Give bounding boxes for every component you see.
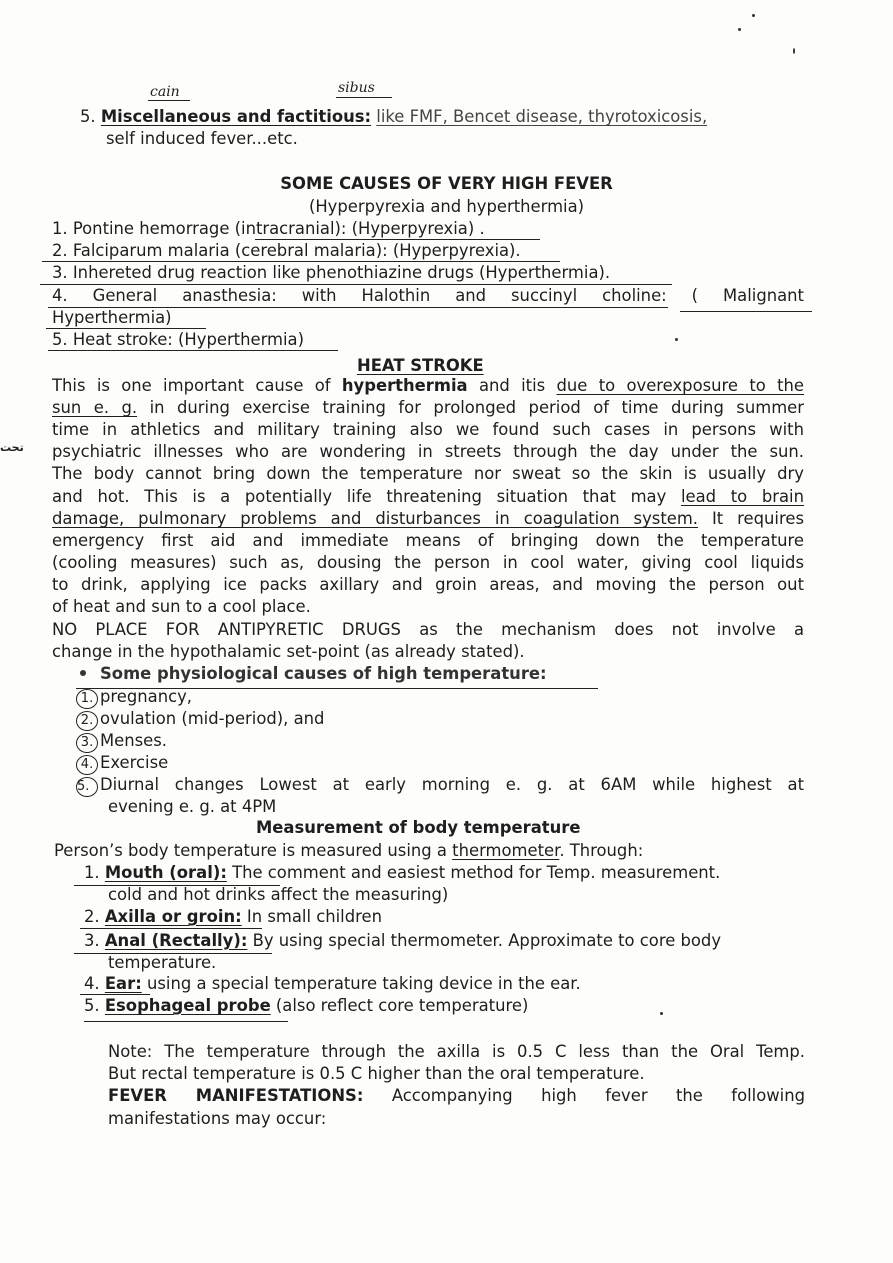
circled-number-icon: 2. [76,711,98,731]
note-line-2: But rectal temperature is 0.5 C higher than the oral temperature. [108,1064,645,1083]
measurement-intro: Person’s body temperature is measured using a thermometer. Through: [54,841,644,860]
heat-stroke-line-13: change in the hypothalamic set-point (as already stated). [52,642,525,661]
circled-number-icon: 4. [76,755,98,775]
physio-item-4: 4. Exercise [76,752,168,775]
measure-item-3-continuation: temperature. [108,953,217,972]
very-high-fever-subtitle: (Hyperpyrexia and hyperthermia) [308,197,585,216]
handwritten-note-left: cain [150,84,180,100]
scan-speck [660,1012,663,1015]
cause-item-5: 5. Heat stroke: (Hyperthermia) [52,330,304,349]
cause-item-4-continuation: Hyperthermia) [52,308,172,327]
fever-manifestations: FEVER MANIFESTATIONS: Accompanying high fever the following [108,1086,805,1105]
cause-item-2: 2. Falciparum malaria (cerebral malaria): (Hyperpyrexia). [52,241,521,260]
underline [80,928,262,929]
circled-number-icon: 5. [76,777,98,797]
measure-item-4: 4. Ear: using a special temperature taking device in the ear. [84,974,581,993]
physio-item-5-continuation: evening e. g. at 4PM [108,797,277,816]
cause-item-4: 4. General anasthesia: with Halothin and succinyl choline: ( Malignant [52,286,804,305]
heat-stroke-line-11: of heat and sun to a cool place. [52,597,311,616]
fever-manifestations-label: FEVER MANIFESTATIONS: [108,1086,364,1105]
heat-stroke-line-9: (cooling measures) such as, dousing the person in cool water, giving cool liquids [52,553,804,572]
physio-item-5: 5. Diurnal changes Lowest at early morning e. g. at 6AM while highest at [76,774,804,797]
scan-speck [675,338,678,341]
underline [84,1021,288,1022]
very-high-fever-title: SOME CAUSES OF VERY HIGH FEVER [280,174,613,193]
misc-line [80,106,805,128]
heat-stroke-title: HEAT STROKE [357,356,484,375]
heat-stroke-line-3: time in athletics and military training also we found such cases in persons with [52,420,804,439]
handwritten-underline [336,97,392,98]
heat-stroke-line-6: and hot. This is a potentially life threatening situation that may lead to brain [52,487,805,506]
measure-item-1: 1. Mouth (oral): The comment and easiest method for Temp. measurement. [84,863,721,882]
circled-number-icon: 1. [76,689,98,709]
misc-number: 5. [80,107,96,126]
cause-item-1: 1. Pontine hemorrage (intracranial): (Hyperpyrexia) . [52,219,485,238]
fever-manifestations-continuation: manifestations may occur: [108,1109,327,1128]
misc-continuation: self induced fever...etc. [106,129,298,148]
cause-item-3: 3. Inhereted drug reaction like phenothiazine drugs (Hyperthermia). [52,263,611,282]
heat-stroke-line-7: damage, pulmonary problems and disturbances in coagulation system. It requires [52,509,804,528]
heat-stroke-line-12: NO PLACE FOR ANTIPYRETIC DRUGS as the mechanism does not involve a [52,620,804,639]
scan-speck [752,14,755,17]
heat-stroke-line-5: The body cannot bring down the temperature nor sweat so the skin is usually dry [52,464,804,483]
bullet-icon [80,670,86,676]
measure-item-2: 2. Axilla or groin: In small children [84,907,382,926]
heat-stroke-line-2: sun e. g. in during exercise training for prolonged period of time during summer [52,398,804,417]
measure-item-5: 5. Esophageal probe (also reflect core temperature) [84,996,529,1015]
heat-stroke-line-1: This is one important cause of hyperthermia and itis due to overexposure to the [52,376,804,395]
misc-label: Miscellaneous and factitious: [100,107,372,126]
physio-item-3: 3. Menses. [76,730,167,753]
measurement-title: Measurement of body temperature [256,818,581,837]
handwritten-underline [148,100,190,101]
physio-heading-line [80,663,547,685]
measure-item-3: 3. Anal (Rectally): By using special thermometer. Approximate to core body [84,931,722,950]
physio-item-2: 2. ovulation (mid-period), and [76,708,324,731]
physio-item-1: 1. pregnancy, [76,686,192,709]
handwritten-note-mid: sibus [338,80,375,96]
heat-stroke-line-10: to drink, applying ice packs axillary and groin areas, and moving the person out [52,575,804,594]
underline [74,885,280,886]
underline [680,311,812,312]
heat-stroke-line-4: psychiatric illnesses who are wondering in streets through the day under the sun. [52,442,804,461]
note-line-1: Note: The temperature through the axilla is 0.5 C less than the Oral Temp. [108,1042,805,1061]
underline [48,350,338,351]
measure-item-1-continuation: cold and hot drinks affect the measuring) [108,885,449,904]
heat-stroke-line-8: emergency first aid and immediate means of bringing down the temperature [52,531,804,550]
margin-handwriting: تحت [0,441,24,454]
physio-heading: Some physiological causes of high temperature: [100,664,547,683]
misc-text: like FMF, Bencet disease, thyrotoxicosis, [376,107,708,126]
scan-speck [738,28,741,31]
circled-number-icon: 3. [76,733,98,753]
scan-speck [793,48,795,54]
